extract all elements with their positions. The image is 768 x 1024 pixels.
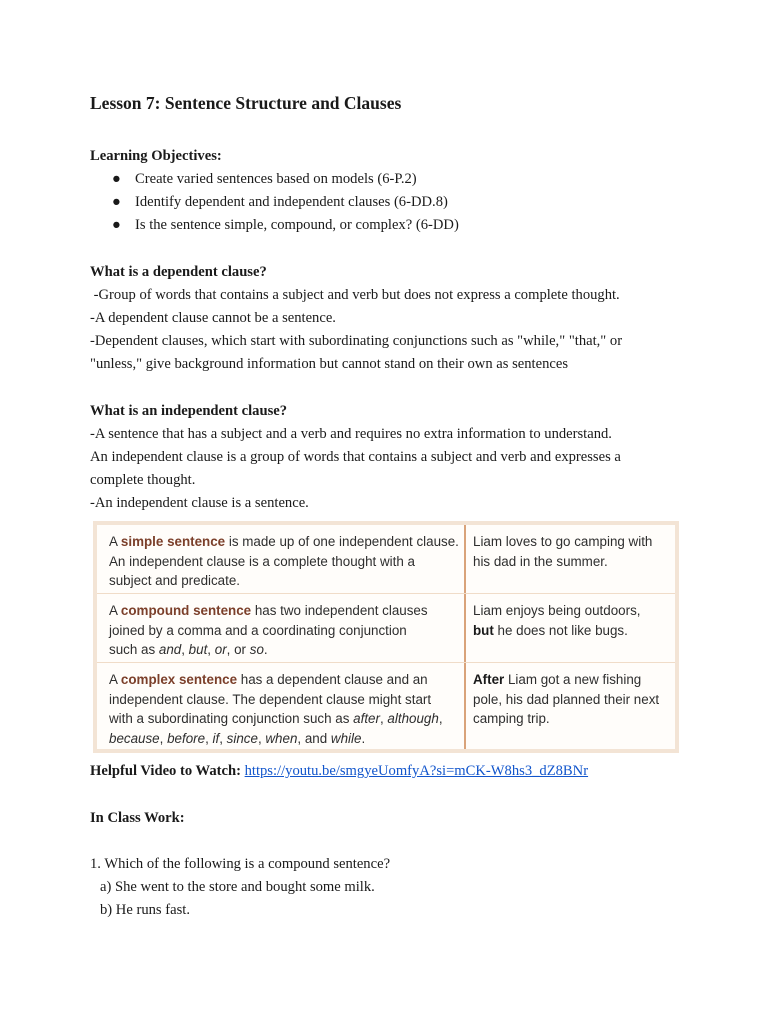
list-item bbox=[90, 214, 650, 237]
independent-line: -An independent clause is a sentence. bbox=[90, 495, 309, 511]
objective-text: Create varied sentences based on models (6-P.2) bbox=[135, 171, 417, 187]
compound-sentence-term: compound sentence bbox=[120, 603, 252, 618]
independent-line: -A sentence that has a subject and a verb and requires no extra information to understand. bbox=[90, 426, 612, 442]
table-body bbox=[97, 525, 675, 749]
list-item bbox=[90, 191, 650, 214]
simple-sentence-term: simple sentence bbox=[120, 534, 226, 549]
objectives-list bbox=[90, 168, 650, 237]
definition-cell: A compound sentence has two independent clauses joined by a comma and a coordinating conjunction such as and, but, or, or so. bbox=[109, 603, 428, 657]
dependent-line: -Dependent clauses, which start with subordinating conjunctions such as "while," "that," or bbox=[90, 333, 623, 349]
bullet-icon: ● bbox=[112, 194, 121, 210]
classwork-heading: In Class Work: bbox=[90, 810, 185, 826]
objective-text: Identify dependent and independent clauses (6-DD.8) bbox=[135, 194, 448, 210]
bullet-icon: ● bbox=[112, 171, 121, 187]
video-link[interactable]: https://youtu.be/smgyeUomfyA?si=mCK-W8hs3_dZ8BNr bbox=[244, 763, 589, 779]
dependent-line: -A dependent clause cannot be a sentence. bbox=[90, 310, 336, 326]
helpful-video bbox=[90, 760, 710, 783]
complex-sentence-term: complex sentence bbox=[120, 672, 238, 687]
independent-clause-section bbox=[90, 400, 650, 515]
objectives-heading: Learning Objectives: bbox=[90, 148, 222, 164]
independent-line: An independent clause is a group of words that contains a subject and verb and expresses a bbox=[90, 449, 621, 465]
objective-text: Is the sentence simple, compound, or complex? (6-DD) bbox=[135, 217, 459, 233]
independent-heading: What is an independent clause? bbox=[90, 403, 288, 419]
table-row bbox=[97, 594, 675, 663]
page-title: Lesson 7: Sentence Structure and Clauses bbox=[90, 93, 402, 113]
class-work-section bbox=[90, 807, 650, 922]
bullet-icon: ● bbox=[112, 217, 121, 233]
sentence-types-table bbox=[93, 521, 679, 753]
table-row bbox=[97, 525, 675, 594]
independent-line: complete thought. bbox=[90, 472, 196, 488]
dependent-line: "unless," give background information but cannot stand on their own as sentences bbox=[90, 356, 568, 372]
learning-objectives bbox=[90, 145, 650, 237]
answer-option: a) She went to the store and bought some milk. bbox=[100, 879, 375, 895]
definition-cell: A simple sentence is made up of one independent clause. An independent clause is a complete thought with a subject and predicate. bbox=[109, 534, 459, 588]
list-item bbox=[90, 168, 650, 191]
dependent-heading: What is a dependent clause? bbox=[90, 264, 267, 280]
video-label: Helpful Video to Watch: bbox=[90, 763, 241, 779]
example-cell: After Liam got a new fishing pole, his dad planned their next camping trip. bbox=[473, 672, 660, 726]
dependent-clause-section bbox=[90, 261, 650, 376]
answer-option: b) He runs fast. bbox=[100, 902, 190, 918]
example-cell: Liam loves to go camping with his dad in the summer. bbox=[473, 534, 653, 569]
table-row bbox=[97, 663, 675, 749]
dependent-line: -Group of words that contains a subject and verb but does not express a complete thought. bbox=[90, 287, 620, 303]
example-cell: Liam enjoys being outdoors, but he does not like bugs. bbox=[473, 603, 641, 638]
definition-cell: A complex sentence has a dependent clause and an independent clause. The dependent clause might start with a subordinating conjunction such as after, although, because, before, if, since, when, and while. bbox=[109, 672, 443, 746]
question-text: 1. Which of the following is a compound sentence? bbox=[90, 856, 391, 872]
